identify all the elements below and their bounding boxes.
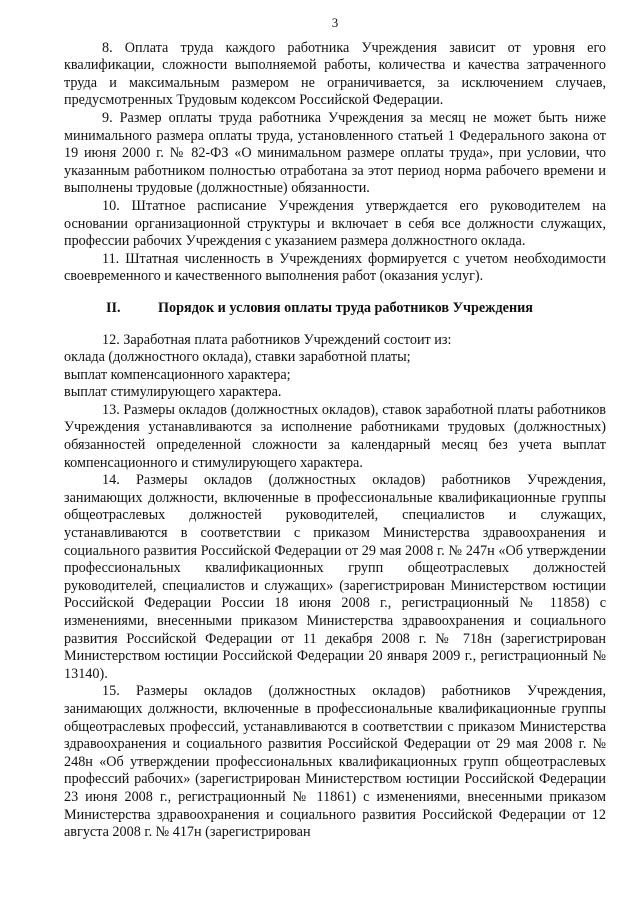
paragraph-10: 10. Штатное расписание Учреждения утверждается его руководителем на основании организационной структуры и включает в себя все должности служащих, профессии рабочих Учреждения с указанием размера должностного оклада. [64,197,606,250]
section-number: II. [106,299,121,316]
paragraph-12-line: выплат компенсационного характера; [64,366,291,383]
paragraph-11: 11. Штатная численность в Учреждениях формируется с учетом необходимости своевременного и качественного выполнения работ (оказания услуг). [64,250,606,285]
paragraph-12-line: оклада (должностного оклада), ставки заработной платы; [64,349,411,366]
paragraph-9: 9. Размер оплаты труда работника Учреждения за месяц не может быть ниже минимального размера оплаты труда, установленного статьей 1 Федерального закона от 19 июня 2000 г. № 82-ФЗ «О минимальном размере оплаты труда», при условии, что указанным работником полностью отработана за этот период норма рабочего времени и выполнены трудовые (должностные) обязанности. [64,109,606,197]
paragraph-12-line: выплат стимулирующего характера. [64,384,282,401]
paragraph-15: 15. Размеры окладов (должностных окладов) работников Учреждения, занимающих должности, включенные в профессиональные квалификационные группы общеотраслевых профессий, устанавливаются в соответствии с приказом Министерства здравоохранения и социального развития Российской Федерации от 29 мая 2008 г. № 248н «Об утверждении профессиональных квалификационных групп общеотраслевых профессий рабочих» (зарегистрирован Министерством юстиции Российской Федерации 23 июня 2008 г., регистрационный № 11861) с изменениями, внесенными приказом Министерства здравоохранения и социального развития Российской Федерации от 12 августа 2008 г. № 417н (зарегистрирован [64,683,606,841]
section-heading [64,300,606,318]
page-number: 3 [331,15,339,30]
section-title: Порядок и условия оплаты труда работников Учреждения [158,299,533,316]
paragraph-14: 14. Размеры окладов (должностных окладов) работников Учреждения, занимающих должности, включенные в профессиональные квалификационные группы общеотраслевых должностей руководителей, специалистов и служащих, устанавливаются в соответствии с приказом Министерства здравоохранения и социального развития Российской Федерации от 29 мая 2008 г. № 247н «Об утверждении профессиональных квалификационных групп общеотраслевых должностей руководителей, специалистов и служащих» (зарегистрирован Министерством юстиции Российской Федерации России 18 июня 2008 г., регистрационный № 11858) с изменениями, внесенными приказом Министерства здравоохранения и социального развития Российской Федерации от 11 декабря 2008 г. № 718н (зарегистрирован Министерством юстиции Российской Федерации 20 января 2009 г., регистрационный № 13140). [64,472,606,682]
paragraph-8: 8. Оплата труда каждого работника Учреждения зависит от уровня его квалификации, сложности выполняемой работы, количества и качества затраченного труда и максимальным размером не ограничивается, за исключением случаев, предусмотренных Трудовым кодексом Российской Федерации. [64,39,606,109]
paragraph-13: 13. Размеры окладов (должностных окладов), ставок заработной платы работников Учреждения устанавливаются за исполнение работниками трудовых (должностных) обязанностей определенной сложности за календарный месяц без учета выплат компенсационного и стимулирующего характера. [64,401,606,471]
paragraph-12-intro: 12. Заработная плата работников Учреждений состоит из: [102,331,452,348]
